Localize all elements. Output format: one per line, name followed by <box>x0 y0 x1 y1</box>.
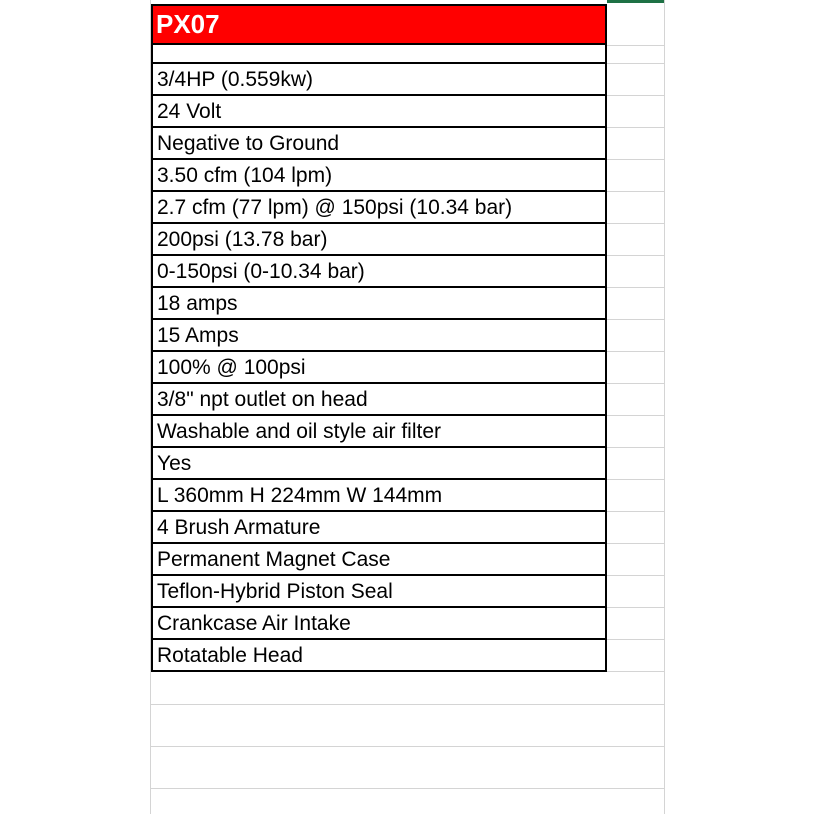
grid-line <box>607 223 664 224</box>
data-cell[interactable]: 3.50 cfm (104 lpm) <box>151 160 607 192</box>
data-cell[interactable]: 3/4HP (0.559kw) <box>151 64 607 96</box>
data-cell[interactable]: 4 Brush Armature <box>151 512 607 544</box>
grid-line <box>607 127 664 128</box>
grid-line <box>607 159 664 160</box>
grid-line <box>151 788 664 789</box>
data-cell[interactable]: Crankcase Air Intake <box>151 608 607 640</box>
data-cell[interactable]: 15 Amps <box>151 320 607 352</box>
grid-line <box>607 95 664 96</box>
data-cell[interactable]: Rotatable Head <box>151 640 607 672</box>
grid-line <box>607 383 664 384</box>
grid-line <box>607 447 664 448</box>
grid-line <box>607 607 664 608</box>
blank-cell[interactable] <box>151 45 607 64</box>
data-cell[interactable]: 24 Volt <box>151 96 607 128</box>
grid-line <box>607 255 664 256</box>
grid-line <box>607 63 664 64</box>
data-cell[interactable]: 0-150psi (0-10.34 bar) <box>151 256 607 288</box>
data-cell[interactable]: Negative to Ground <box>151 128 607 160</box>
grid-line <box>607 575 664 576</box>
data-cell[interactable]: Yes <box>151 448 607 480</box>
grid-line <box>607 191 664 192</box>
selection-edge <box>607 0 664 3</box>
grid-line <box>607 415 664 416</box>
data-cell[interactable]: Washable and oil style air filter <box>151 416 607 448</box>
grid-line <box>607 479 664 480</box>
header-cell[interactable]: PX07 <box>151 4 607 45</box>
grid-line <box>607 287 664 288</box>
grid-line <box>607 319 664 320</box>
data-cell[interactable]: 18 amps <box>151 288 607 320</box>
data-cell[interactable]: 200psi (13.78 bar) <box>151 224 607 256</box>
grid-line <box>151 746 664 747</box>
data-cell[interactable]: Permanent Magnet Case <box>151 544 607 576</box>
data-cell[interactable]: 2.7 cfm (77 lpm) @ 150psi (10.34 bar) <box>151 192 607 224</box>
data-cell[interactable]: L 360mm H 224mm W 144mm <box>151 480 607 512</box>
grid-line <box>607 543 664 544</box>
grid-line <box>664 0 665 814</box>
grid-line <box>607 671 664 672</box>
data-cell[interactable]: 3/8" npt outlet on head <box>151 384 607 416</box>
grid-line <box>151 704 664 705</box>
grid-line <box>607 45 664 46</box>
grid-line <box>607 351 664 352</box>
data-cell[interactable]: 100% @ 100psi <box>151 352 607 384</box>
data-cell[interactable]: Teflon-Hybrid Piston Seal <box>151 576 607 608</box>
grid-line <box>607 639 664 640</box>
grid-line <box>607 511 664 512</box>
